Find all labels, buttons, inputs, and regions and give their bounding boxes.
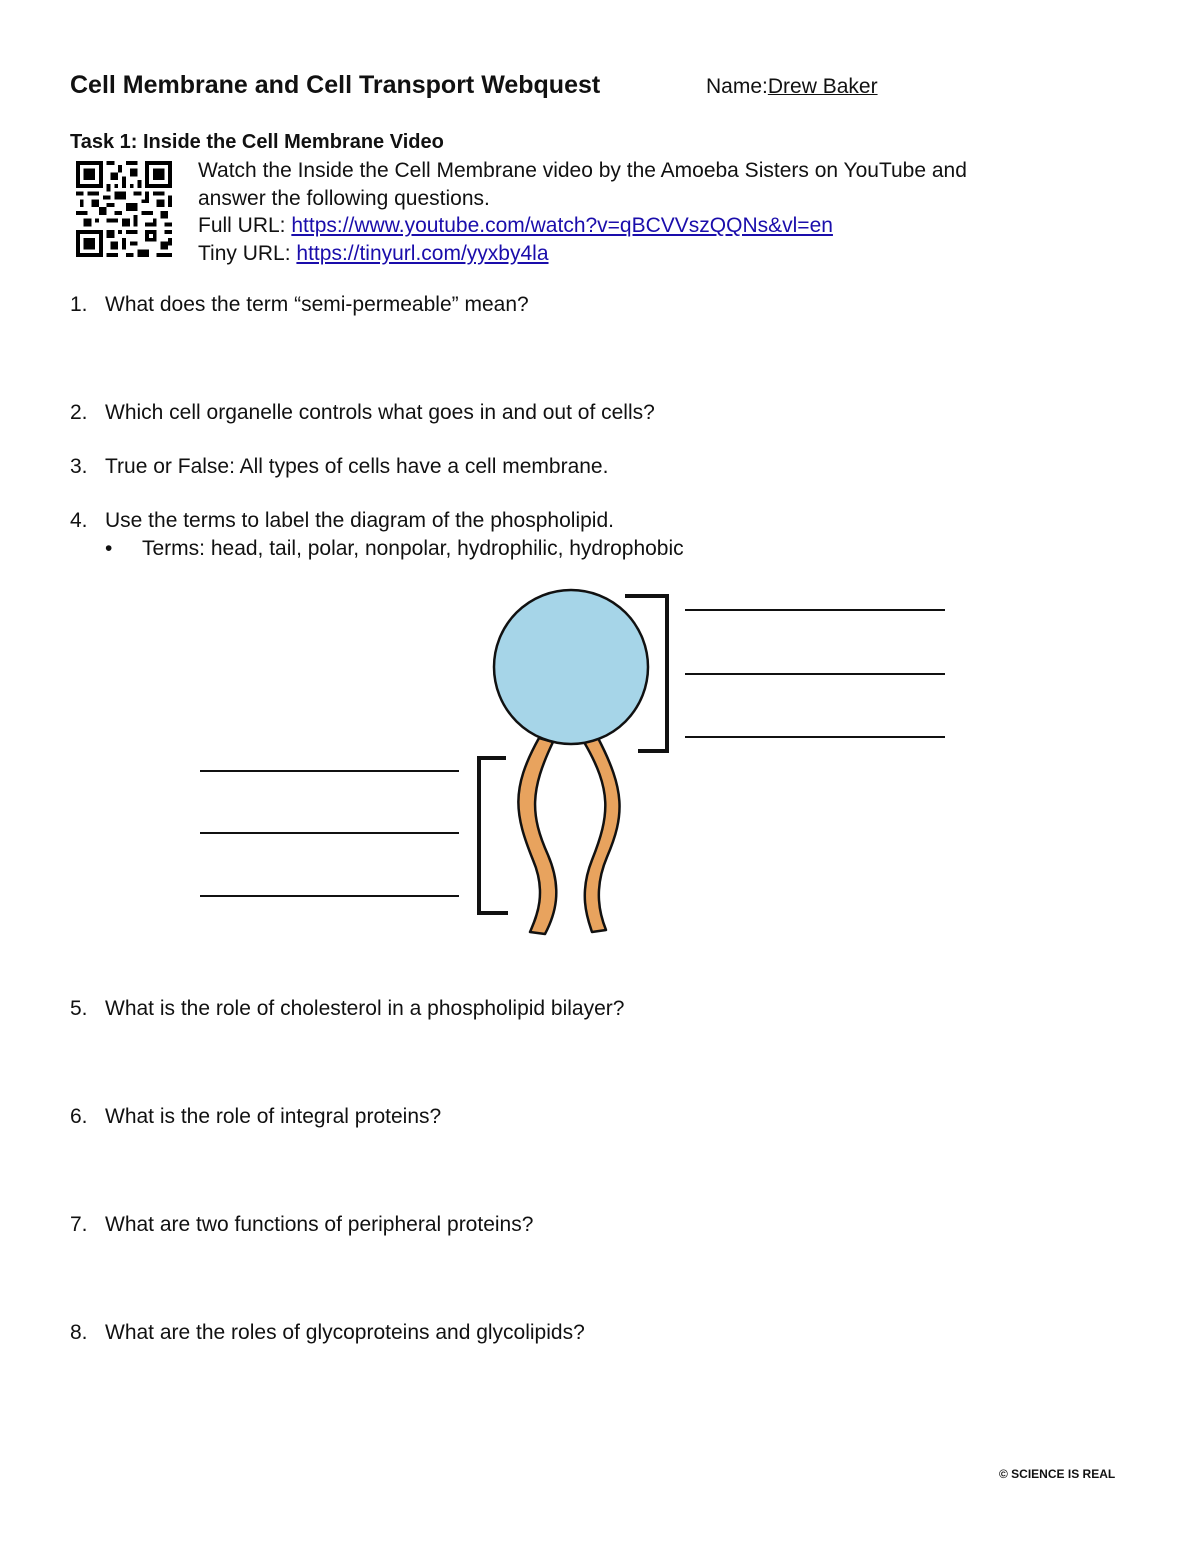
question-number: 5. — [70, 997, 88, 1020]
question-text: What are the roles of glycoproteins and glycolipids? — [105, 1321, 585, 1344]
question-3 — [70, 455, 608, 479]
task-heading: Task 1: Inside the Cell Membrane Video — [70, 131, 444, 153]
question-text: What are two functions of peripheral proteins? — [105, 1213, 534, 1236]
question-number: 8. — [70, 1321, 88, 1344]
question-1 — [70, 293, 529, 317]
question-number: 6. — [70, 1105, 88, 1128]
question-number: 3. — [70, 455, 88, 478]
question-number: 7. — [70, 1213, 88, 1236]
name-value[interactable]: Drew Baker — [767, 75, 878, 98]
instructions-line-1: Watch the Inside the Cell Membrane video by the Amoeba Sisters on YouTube and — [198, 159, 967, 182]
tiny-url-line — [198, 240, 967, 268]
name-label: Name: — [706, 75, 768, 98]
question-6 — [70, 1105, 441, 1129]
full-url-label: Full URL: — [198, 214, 292, 237]
question-text: What does the term “semi-permeable” mean? — [105, 293, 529, 316]
question-number: 4. — [70, 509, 88, 532]
question-5 — [70, 997, 624, 1021]
instructions-line-2: answer the following questions. — [198, 186, 490, 210]
question-2 — [70, 401, 655, 425]
tiny-url-link[interactable]: https://tinyurl.com/yyxby4la — [296, 241, 549, 265]
question-number: 2. — [70, 401, 88, 424]
phospholipid-tail-left — [518, 738, 556, 934]
question-text: What is the role of cholesterol in a phospholipid bilayer? — [105, 997, 625, 1020]
qr-code-icon — [76, 161, 172, 257]
question-text: Which cell organelle controls what goes in and out of cells? — [105, 401, 655, 424]
head-bracket — [625, 596, 667, 751]
question-7 — [70, 1213, 533, 1237]
full-url-link[interactable]: https://www.youtube.com/watch?v=qBCVVszQQNs&vl=en — [291, 214, 833, 237]
question-text: Use the terms to label the diagram of the phospholipid. — [105, 509, 614, 532]
page-title: Cell Membrane and Cell Transport Webquest — [70, 71, 601, 99]
task-instructions — [198, 157, 967, 267]
terms-list-item — [105, 537, 684, 561]
full-url-line — [198, 212, 967, 240]
tail-bracket — [479, 758, 508, 913]
name-line — [706, 75, 878, 99]
phospholipid-head — [494, 590, 648, 744]
phospholipid-tail-right — [584, 738, 620, 932]
question-4 — [70, 509, 614, 533]
question-text: True or False: All types of cells have a cell membrane. — [105, 455, 609, 478]
terms-text: Terms: head, tail, polar, nonpolar, hydrophilic, hydrophobic — [142, 537, 684, 560]
question-number: 1. — [70, 293, 88, 316]
copyright-footer: © SCIENCE IS REAL — [999, 1467, 1116, 1481]
bullet: • — [105, 537, 113, 560]
question-text: What is the role of integral proteins? — [105, 1105, 442, 1128]
tiny-url-label: Tiny URL: — [198, 241, 297, 265]
question-8 — [70, 1321, 585, 1345]
